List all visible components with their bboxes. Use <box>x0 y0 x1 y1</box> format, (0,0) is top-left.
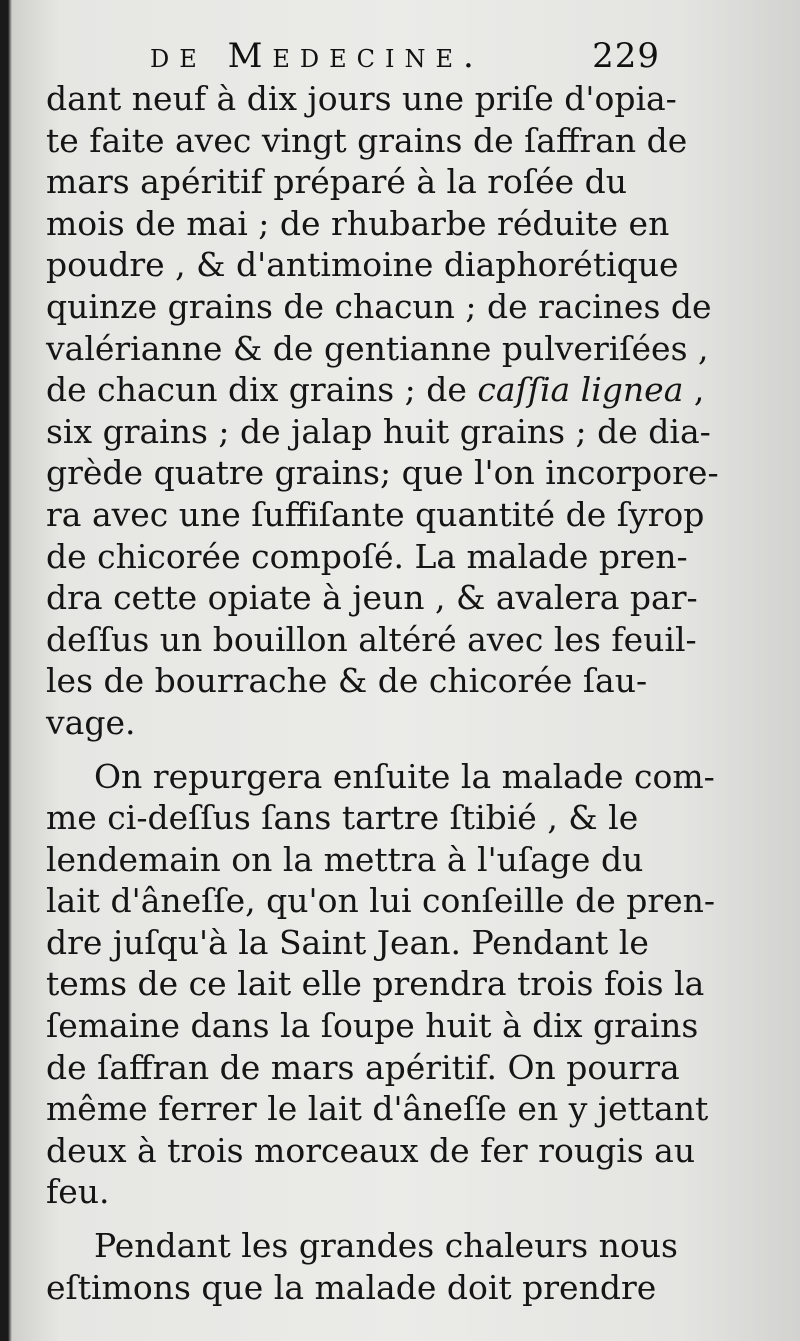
text-line: deux à trois morceaux de fer rougis au <box>46 1130 696 1170</box>
paragraph-3 <box>46 1225 681 1308</box>
text-line: Pendant les grandes chaleurs nous <box>94 1226 678 1266</box>
text-line: même ferrer le lait d'âneſſe en y jettant <box>46 1089 709 1129</box>
page-number: 229 <box>592 36 660 76</box>
paragraph-gap <box>46 744 681 756</box>
paragraph-2 <box>46 756 716 1214</box>
text-line: mars apéritif préparé à la roſée du <box>46 162 628 202</box>
text-line: vage. <box>46 702 136 742</box>
text-line: mois de mai ; de rhubarbe réduite en <box>46 203 670 243</box>
text-line: ſemaine dans la ſoupe huit à dix grains <box>46 1006 699 1046</box>
text-line: de chicorée compoſé. La malade pren- <box>46 536 688 576</box>
paragraph-1 <box>46 78 719 744</box>
text-line: deſſus un bouillon altéré avec les feuil- <box>46 619 697 659</box>
text-line: dant neuf à dix jours une priſe d'opia- <box>46 79 677 118</box>
text-line: les de bourrache & de chicorée ſau- <box>46 661 648 701</box>
text-line: eſtimons que la malade doit prendre <box>46 1267 657 1307</box>
text-line: lendemain on la mettra à l'uſage du <box>46 839 644 879</box>
text-line: lait d'âneſſe, qu'on lui conſeille de pren- <box>46 881 716 921</box>
text-line: grède quatre grains; que l'on incorpore- <box>46 453 719 493</box>
text-line-italic-mix <box>46 369 705 411</box>
text-line: ra avec une ſuffiſante quantité de ſyrop <box>46 494 705 534</box>
text-line: On repurgera enſuite la malade com- <box>94 756 715 796</box>
paragraph-gap <box>46 1213 681 1225</box>
text-line: six grains ; de jalap huit grains ; de dia- <box>46 411 711 451</box>
italic-term: caſſia lignea <box>477 370 684 410</box>
text-line: de ſaffran de mars apéritif. On pourra <box>46 1047 680 1087</box>
text-line: tems de ce lait elle prendra trois fois la <box>46 964 705 1004</box>
page-header <box>150 30 660 80</box>
text-line: dre juſqu'à la Saint Jean. Pendant le <box>46 922 649 962</box>
text-line: quinze grains de chacun ; de racines de <box>46 286 712 326</box>
running-title: de Medecine. <box>150 36 484 76</box>
body-text <box>46 78 719 1308</box>
text-line: feu. <box>46 1172 110 1212</box>
text-segment: , <box>683 370 705 410</box>
text-line: te faite avec vingt grains de ſaffran de <box>46 120 688 160</box>
text-line: me ci-deſſus ſans tartre ſtibié , & le <box>46 798 639 838</box>
text-segment: de chacun dix grains ; de <box>46 370 478 410</box>
text-line: poudre , & d'antimoine diaphorétique <box>46 245 679 285</box>
text-line: valérianne & de gentianne pulveriſées , <box>46 328 709 368</box>
text-line: dra cette opiate à jeun , & avalera par- <box>46 578 698 618</box>
